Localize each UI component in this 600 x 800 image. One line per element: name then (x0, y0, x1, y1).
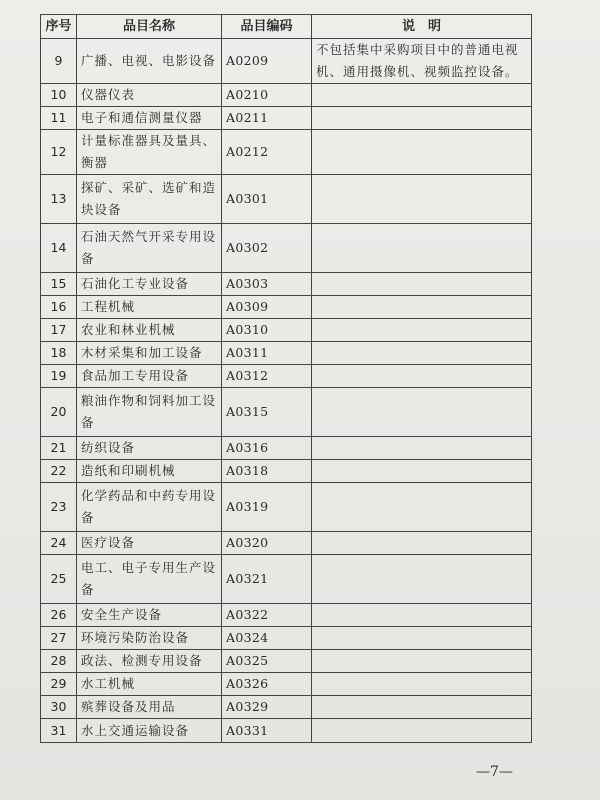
item-code: A0301 (222, 175, 312, 224)
item-code: A0315 (222, 388, 312, 437)
item-code: A0311 (222, 342, 312, 365)
item-code: A0329 (222, 696, 312, 719)
table-row (41, 107, 532, 130)
row-number: 28 (41, 650, 77, 673)
item-name: 木材采集和加工设备 (77, 342, 222, 365)
item-note (312, 437, 532, 460)
item-note (312, 555, 532, 604)
row-number: 14 (41, 224, 77, 273)
table-row (41, 39, 532, 84)
item-name: 纺织设备 (77, 437, 222, 460)
item-note (312, 342, 532, 365)
item-name: 粮油作物和饲料加工设备 (77, 388, 222, 437)
item-note (312, 460, 532, 483)
item-name: 环境污染防治设备 (77, 627, 222, 650)
table-row (41, 460, 532, 483)
item-code: A0303 (222, 273, 312, 296)
item-code: A0321 (222, 555, 312, 604)
row-number: 12 (41, 130, 77, 175)
item-note (312, 84, 532, 107)
table-row (41, 365, 532, 388)
row-number: 13 (41, 175, 77, 224)
row-number: 24 (41, 532, 77, 555)
row-number: 27 (41, 627, 77, 650)
item-code: A0302 (222, 224, 312, 273)
item-name: 石油化工专业设备 (77, 273, 222, 296)
table-row (41, 342, 532, 365)
item-note (312, 365, 532, 388)
row-number: 26 (41, 604, 77, 627)
header-code: 品目编码 (222, 15, 312, 39)
header-note: 说 明 (312, 15, 532, 39)
table-row (41, 437, 532, 460)
table-row (41, 130, 532, 175)
table-header-row (41, 15, 532, 39)
table-row (41, 627, 532, 650)
item-code: A0210 (222, 84, 312, 107)
item-note (312, 532, 532, 555)
row-number: 30 (41, 696, 77, 719)
item-name: 电子和通信测量仪器 (77, 107, 222, 130)
row-number: 20 (41, 388, 77, 437)
item-note (312, 673, 532, 696)
item-note (312, 483, 532, 532)
item-note (312, 719, 532, 743)
item-code: A0312 (222, 365, 312, 388)
row-number: 31 (41, 719, 77, 743)
item-name: 水上交通运输设备 (77, 719, 222, 743)
table-row (41, 719, 532, 743)
table-row (41, 84, 532, 107)
item-name: 食品加工专用设备 (77, 365, 222, 388)
item-note: 不包括集中采购项目中的普通电视机、通用摄像机、视频监控设备。 (312, 39, 532, 84)
table-row (41, 604, 532, 627)
table-row (41, 696, 532, 719)
item-note (312, 627, 532, 650)
row-number: 17 (41, 319, 77, 342)
item-code: A0331 (222, 719, 312, 743)
item-name: 工程机械 (77, 296, 222, 319)
table-row (41, 555, 532, 604)
table-row (41, 319, 532, 342)
item-name: 化学药品和中药专用设备 (77, 483, 222, 532)
table-row (41, 673, 532, 696)
table-row (41, 483, 532, 532)
item-note (312, 175, 532, 224)
item-name: 计量标准器具及量具、衡器 (77, 130, 222, 175)
row-number: 16 (41, 296, 77, 319)
page-number: —7— (476, 764, 513, 780)
header-name: 品目名称 (77, 15, 222, 39)
row-number: 15 (41, 273, 77, 296)
item-note (312, 604, 532, 627)
item-name: 水工机械 (77, 673, 222, 696)
item-name: 殡葬设备及用品 (77, 696, 222, 719)
item-note (312, 650, 532, 673)
item-code: A0316 (222, 437, 312, 460)
item-note (312, 130, 532, 175)
item-name: 政法、检测专用设备 (77, 650, 222, 673)
item-name: 医疗设备 (77, 532, 222, 555)
item-name: 农业和林业机械 (77, 319, 222, 342)
item-note (312, 273, 532, 296)
item-code: A0320 (222, 532, 312, 555)
table-row (41, 175, 532, 224)
table-row (41, 532, 532, 555)
row-number: 18 (41, 342, 77, 365)
item-note (312, 319, 532, 342)
item-name: 仪器仪表 (77, 84, 222, 107)
item-note (312, 296, 532, 319)
item-code: A0326 (222, 673, 312, 696)
table-row (41, 296, 532, 319)
row-number: 23 (41, 483, 77, 532)
row-number: 10 (41, 84, 77, 107)
table-row (41, 388, 532, 437)
item-note (312, 388, 532, 437)
row-number: 25 (41, 555, 77, 604)
item-code: A0324 (222, 627, 312, 650)
item-code: A0322 (222, 604, 312, 627)
table-row (41, 224, 532, 273)
procurement-catalog-table (40, 14, 532, 743)
header-no: 序号 (41, 15, 77, 39)
table-row (41, 273, 532, 296)
row-number: 29 (41, 673, 77, 696)
item-name: 石油天然气开采专用设备 (77, 224, 222, 273)
item-name: 造纸和印刷机械 (77, 460, 222, 483)
item-note (312, 696, 532, 719)
row-number: 9 (41, 39, 77, 84)
row-number: 11 (41, 107, 77, 130)
item-name: 电工、电子专用生产设备 (77, 555, 222, 604)
row-number: 21 (41, 437, 77, 460)
item-name: 广播、电视、电影设备 (77, 39, 222, 84)
row-number: 19 (41, 365, 77, 388)
item-code: A0209 (222, 39, 312, 84)
item-note (312, 107, 532, 130)
item-code: A0325 (222, 650, 312, 673)
row-number: 22 (41, 460, 77, 483)
item-note (312, 224, 532, 273)
item-code: A0318 (222, 460, 312, 483)
table-row (41, 650, 532, 673)
item-code: A0319 (222, 483, 312, 532)
item-code: A0309 (222, 296, 312, 319)
item-code: A0212 (222, 130, 312, 175)
item-name: 探矿、采矿、选矿和造块设备 (77, 175, 222, 224)
item-code: A0310 (222, 319, 312, 342)
item-name: 安全生产设备 (77, 604, 222, 627)
item-code: A0211 (222, 107, 312, 130)
